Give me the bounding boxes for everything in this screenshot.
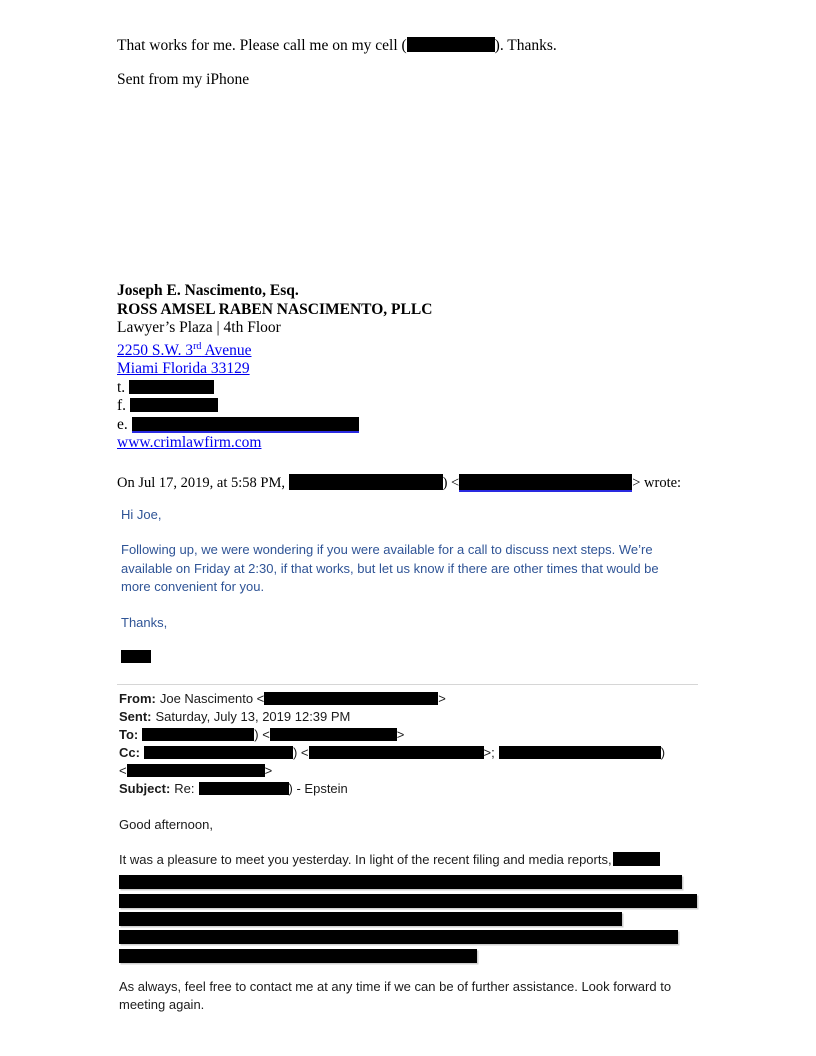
to-label: To: <box>119 727 139 743</box>
sent-value: Saturday, July 13, 2019 12:39 PM <box>155 709 351 725</box>
redaction-bar-inline <box>613 852 660 866</box>
redaction-bar-sender-email <box>459 474 632 490</box>
body-closing-paragraph <box>119 978 716 1015</box>
meta-sent-row <box>119 708 716 726</box>
cc-punct-1: ) < <box>292 745 309 761</box>
redaction-bar-to-email <box>270 728 397 741</box>
reply-message <box>121 506 716 664</box>
top-message <box>117 36 716 90</box>
redaction-bar-line-3 <box>119 912 622 926</box>
meta-subject-row <box>119 780 716 798</box>
redaction-bar-signoff-name <box>121 650 151 663</box>
closing-line: meeting again. <box>119 997 205 1013</box>
redaction-bar-phone-number <box>407 37 495 52</box>
reply-line: more convenient for you. <box>121 579 265 595</box>
email-body <box>119 816 716 1015</box>
cc-angle-open: < <box>119 763 127 779</box>
street-ordinal-superscript: rd <box>193 340 202 352</box>
redaction-bar-line-5 <box>119 949 477 963</box>
email-label: e. <box>117 415 128 433</box>
fax-label: f. <box>117 397 127 415</box>
street-address-text: 2250 S.W. 3 <box>117 341 194 359</box>
signature-website-row <box>117 434 716 453</box>
redaction-bar-subject <box>199 782 289 795</box>
meta-to-row <box>119 726 716 744</box>
redaction-bar-to-name <box>142 728 254 741</box>
signature-name: Joseph E. Nascimento, Esq. <box>117 282 299 299</box>
meta-cc-row-2 <box>119 762 716 780</box>
body-paragraph-text: It was a pleasure to meet you yesterday. In light of the recent filing and media reports, <box>119 852 612 868</box>
redaction-bar-cc-name-2 <box>499 746 661 759</box>
signature-firm: ROSS AMSEL RABEN NASCIMENTO, PLLC <box>117 300 433 318</box>
closing-line: As always, feel free to contact me at any time if we can be of further assistance. Look forward to <box>119 978 672 994</box>
redaction-bar-cc-email-2 <box>127 764 265 777</box>
body-greeting: Good afternoon, <box>119 817 213 833</box>
street-address-suffix: Avenue <box>201 341 252 359</box>
signature-fax-row <box>117 397 716 416</box>
quote-header-suffix: > wrote: <box>632 474 682 491</box>
reply-line: available on Friday at 2:30, if that works, but let us know if there are other times that would be <box>121 560 659 576</box>
to-angle-close: > <box>396 727 405 743</box>
reply-paragraph <box>121 541 716 597</box>
meta-from-row <box>119 690 716 708</box>
signature-phone-row <box>117 379 716 398</box>
quote-header-line <box>117 473 716 493</box>
body-paragraph-1 <box>119 851 716 869</box>
signature-street-row <box>117 338 716 361</box>
cc-punct-2: >; <box>483 745 495 761</box>
cc-angle-close: > <box>264 763 273 779</box>
quote-header-prefix: On Jul 17, 2019, at 5:58 PM, <box>117 474 285 491</box>
signature-address: Lawyer’s Plaza | 4th Floor <box>117 319 281 336</box>
redaction-bar-email <box>132 417 359 431</box>
to-punct: ) < <box>254 727 270 743</box>
cc-label: Cc: <box>119 745 140 761</box>
redaction-bar-sender-name <box>289 474 443 490</box>
redaction-bar-line-1 <box>119 875 682 889</box>
subject-re: Re: <box>174 781 195 797</box>
from-angle-close: > <box>438 691 446 707</box>
city-link[interactable]: Miami Florida 33129 <box>117 360 250 378</box>
signature-email-row <box>117 416 716 435</box>
meta-cc-row <box>119 744 716 762</box>
top-message-line <box>117 36 716 56</box>
top-message-prefix: That works for me. Please call me on my cell ( <box>117 37 407 54</box>
redaction-bar-cc-email-1 <box>309 746 484 759</box>
redaction-bar-line-2 <box>119 894 697 908</box>
signature-city-row <box>117 360 716 379</box>
redaction-bar-fax <box>130 398 218 412</box>
email-meta-header <box>119 690 716 798</box>
top-message-suffix: ). Thanks. <box>494 37 557 54</box>
redaction-bar-from-email <box>264 692 438 705</box>
redaction-bar-cc-name-1 <box>144 746 293 759</box>
message-divider <box>117 684 698 685</box>
reply-greeting: Hi Joe, <box>121 506 162 522</box>
redaction-bar-phone <box>129 380 214 394</box>
cc-punct-3: ) <box>660 745 666 761</box>
redaction-bar-line-4 <box>119 930 678 944</box>
subject-label: Subject: <box>119 781 171 797</box>
website-link[interactable]: www.crimlawfirm.com <box>117 434 262 452</box>
signature-block <box>117 282 716 453</box>
from-value: Joe Nascimento < <box>159 691 265 707</box>
redacted-paragraph-block <box>119 875 716 963</box>
subject-suffix: ) - Epstein <box>288 781 348 797</box>
reply-closing: Thanks, <box>121 614 168 630</box>
phone-label: t. <box>117 378 126 396</box>
street-address-link[interactable] <box>117 342 252 359</box>
sent-label: Sent: <box>119 709 152 725</box>
reply-line: Following up, we were wondering if you were available for a call to discuss next steps. We’re <box>121 542 653 558</box>
quote-header-mid: ) < <box>442 474 460 491</box>
sent-from-iphone-line: Sent from my iPhone <box>117 71 250 88</box>
from-label: From: <box>119 691 156 707</box>
